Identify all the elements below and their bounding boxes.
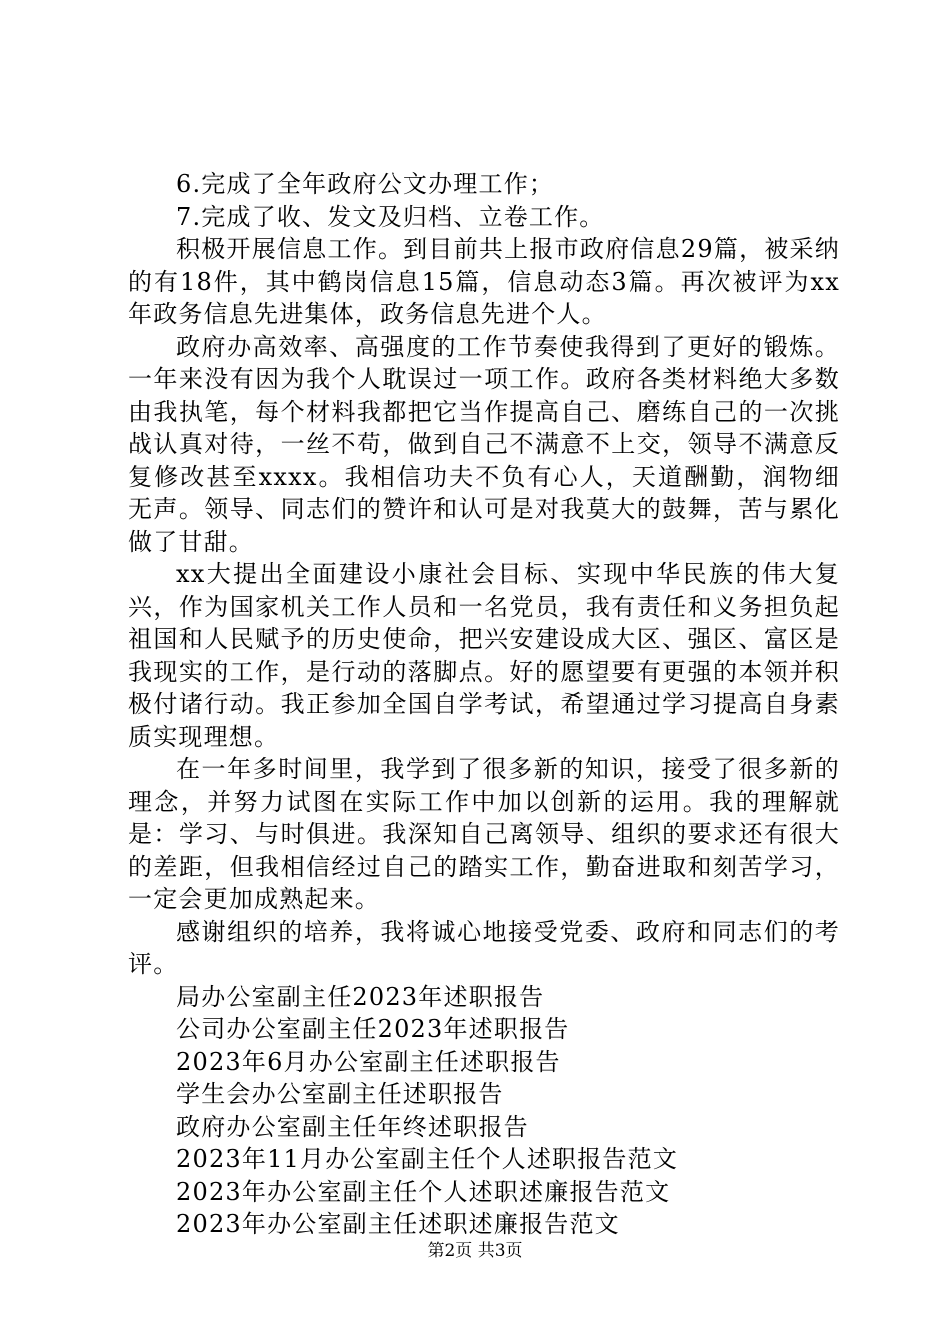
related-link[interactable]: 公司办公室副主任2023年述职报告 (176, 1015, 570, 1043)
paragraph-info-work: 积极开展信息工作。到目前共上报市政府信息29篇，被采纳的有18件，其中鹤岗信息15篇，信息动态3篇。再次被评为xx年政务信息先进集体，政务信息先进个人。 (128, 235, 840, 328)
related-link[interactable]: 学生会办公室副主任述职报告 (176, 1080, 504, 1108)
paragraph-goals: xx大提出全面建设小康社会目标、实现中华民族的伟大复兴，作为国家机关工作人员和一名党员，我有责任和义务担负起祖国和人民赋予的历史使命，把兴安建设成大区、强区、富区是我现实的工作，是行动的落脚点。好的愿望要有更强的本领并积极付诸行动。我正参加全国自学考试，希望通过学习提高自身素质实现理想。 (128, 560, 840, 751)
related-links-list (128, 981, 840, 1241)
document-body (128, 168, 840, 1241)
related-link[interactable]: 2023年6月办公室副主任述职报告 (176, 1047, 561, 1076)
paragraph-thanks: 感谢组织的培养，我将诚心地接受党委、政府和同志们的考评。 (128, 917, 840, 978)
page-number: 第2页 共3页 (427, 1241, 523, 1261)
paragraph-learning: 在一年多时间里，我学到了很多新的知识，接受了很多新的理念，并努力试图在实际工作中加以创新的运用。我的理解就是：学习、与时俱进。我深知自己离领导、组织的要求还有很大的差距，但我相信经过自己的踏实工作，勤奋进取和刻苦学习，一定会更加成熟起来。 (128, 755, 840, 913)
related-link[interactable]: 局办公室副主任2023年述职报告 (176, 982, 545, 1011)
related-link[interactable]: 2023年办公室副主任个人述职述廉报告范文 (176, 1177, 671, 1206)
paragraph-item-7: 7.完成了收、发文及归档、立卷工作。 (176, 202, 605, 231)
related-link[interactable]: 政府办公室副主任年终述职报告 (176, 1112, 529, 1141)
related-link[interactable]: 2023年11月办公室副主任个人述职报告范文 (176, 1145, 679, 1173)
paragraph-item-6: 6.完成了全年政府公文办理工作； (176, 170, 555, 198)
paragraph-work-rhythm: 政府办高效率、高强度的工作节奏使我得到了更好的锻炼。一年来没有因为我个人耽误过一项工作。政府各类材料绝大多数由我执笔，每个材料我都把它当作提高自己、磨练自己的一次挑战认真对待，一丝不苟，做到自己不满意不上交，领导不满意反复修改甚至xxxx。我相信功夫不负有心人，天道酬勤，润物细无声。领导、同志们的赞许和认可是对我莫大的鼓舞，苦与累化做了甘甜。 (128, 332, 840, 556)
related-link[interactable]: 2023年办公室副主任述职述廉报告范文 (176, 1210, 620, 1238)
